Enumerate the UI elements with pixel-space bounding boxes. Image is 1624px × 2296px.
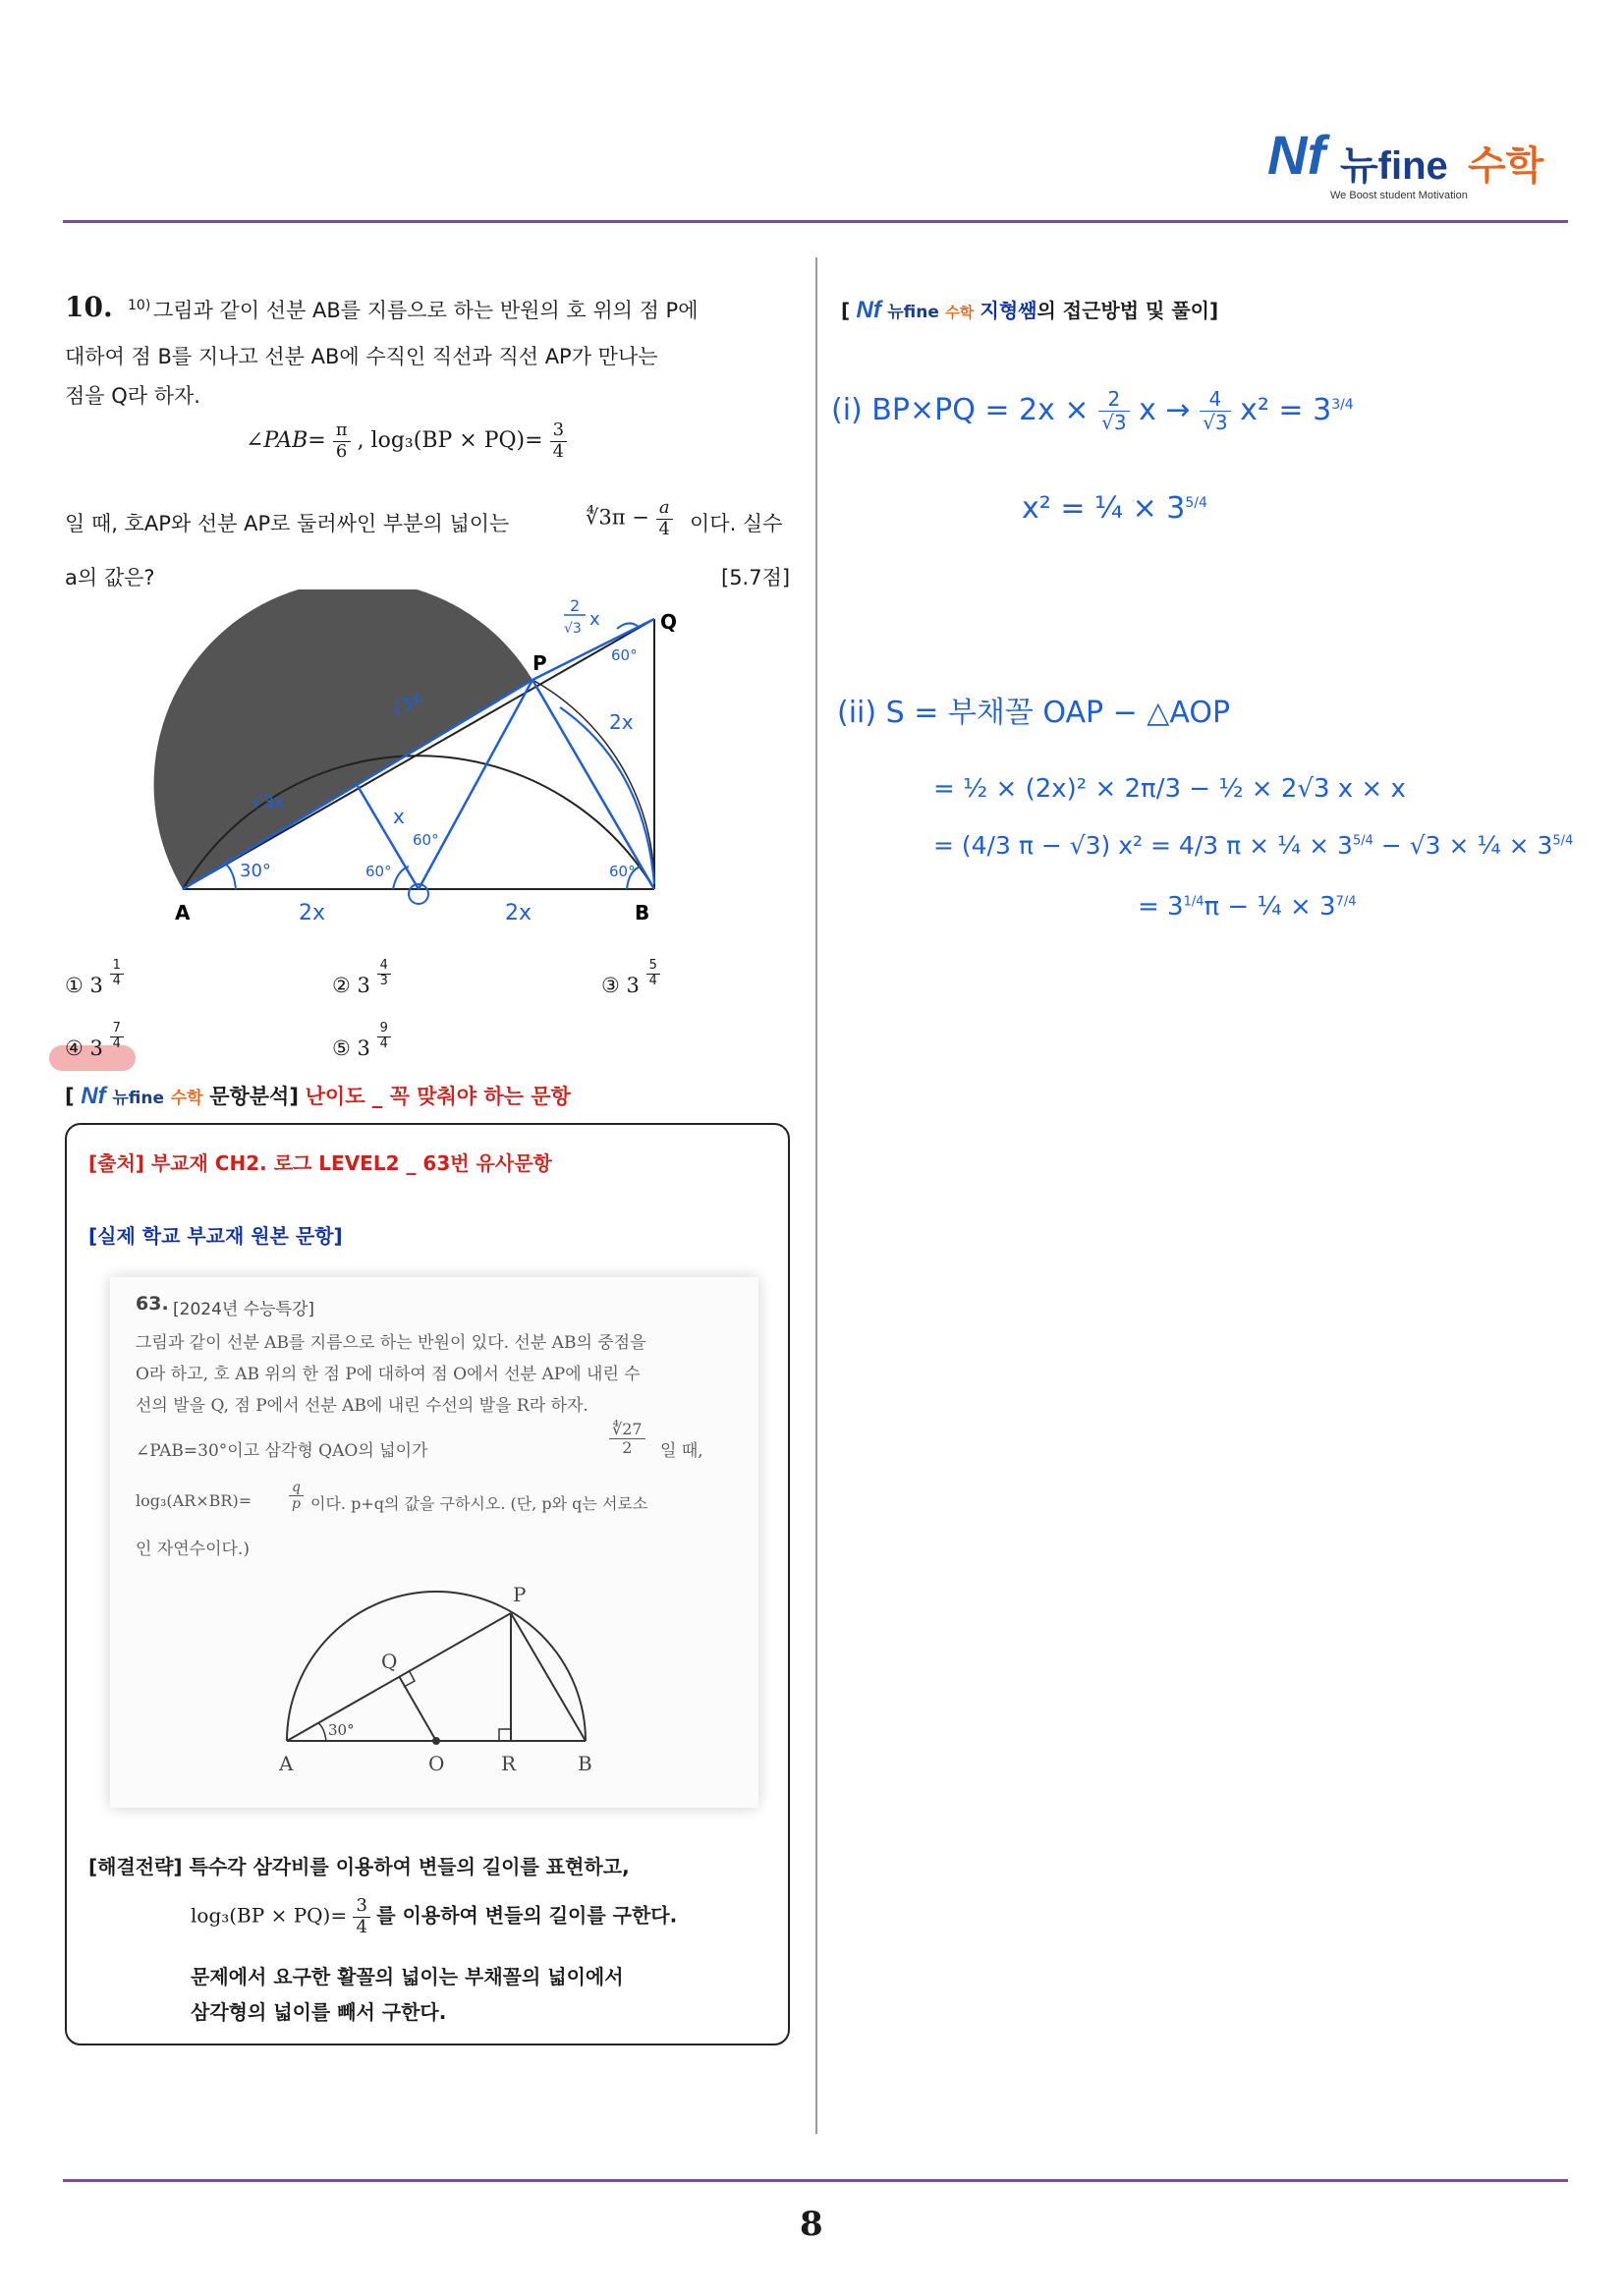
step1-a: BP×PQ = 2x × [871,393,1090,427]
area-num: a [656,498,673,520]
step1-c: x² = 3 [1240,393,1332,427]
problem-condition [246,420,567,462]
condition-pi: π [333,420,351,442]
condition-num: 3 [550,420,567,442]
arc-pb-blue [560,707,654,884]
analysis-logo-mark: Nf [81,1083,106,1109]
original-label-a: A [279,1752,294,1775]
solution-logo-brand: 뉴fine [887,303,939,322]
original-figure [265,1572,609,1788]
step1-frac2 [1200,388,1230,434]
original-line-1: 그림과 같이 선분 AB를 지름으로 하는 반원이 있다. 선분 AB의 중점을 [136,1333,646,1353]
strategy-line-3: 문제에서 요구한 활꼴의 넓이는 부채꼴의 넓이에서 [191,1965,624,1988]
step1-b: x → [1139,393,1191,427]
problem-line-2: 대하여 점 B를 지나고 선분 AB에 수직인 직선과 직선 AP가 만나는 [65,345,658,368]
step2-line3-text: = (4/3 π − √3) x² = 4/3 π × ¼ × 3 [933,831,1353,860]
label-a: A [175,901,191,924]
label-pq-num: 2 [570,596,581,615]
label-pq-var: x [589,609,600,630]
choice-3-num: 5 [646,959,660,975]
step2-label: (ii) [837,696,877,730]
label-angle-b: 60° [609,863,636,880]
original-number: 63. [136,1293,169,1315]
choice-1-den: 4 [112,973,121,988]
choice-3-base: 3 [626,973,640,997]
original-label-q: Q [381,1650,398,1673]
area-fraction [656,498,673,539]
top-rule [63,220,1568,223]
step2-line3-exp: 5/4 [1352,833,1373,849]
step2-line3-exp2: 5/4 [1552,833,1574,849]
label-op: x [393,805,405,828]
step2-line1 [837,688,1230,731]
choice-4[interactable] [65,1022,124,1060]
step2-line4-exp2: 7/4 [1335,894,1357,910]
label-angle-o2: 60° [413,831,439,849]
area-expr: ∜3π − [586,505,649,530]
step2-line2: = ½ × (2x)² × 2π/3 − ½ × 2√3 x × x [933,774,1406,804]
condition-log: , log₃(BP × PQ)= [357,428,543,454]
choice-4-number: ④ [65,1036,84,1060]
label-b: B [635,901,650,924]
choice-5-number: ⑤ [332,1036,351,1060]
analysis-header [65,1081,571,1110]
condition-den: 4 [552,440,565,462]
choice-5-den: 4 [379,1036,388,1051]
problem-line-3: 점을 Q라 하자. [65,384,200,408]
label-angle-o1: 60° [365,863,392,880]
original-label-p: P [513,1583,527,1606]
line-pb-blue [532,680,654,889]
step1-frac [1098,388,1129,434]
step1-frac2-den: √3 [1203,411,1228,434]
step1-label: (i) [831,393,863,427]
original-line-3: 선의 발을 Q, 점 P에서 선분 AB에 내린 수선의 발을 R라 하자. [136,1396,588,1416]
original-label-angle: 30° [328,1721,355,1739]
step2-line4-b: π − ¼ × 3 [1204,892,1336,922]
logo [1267,123,1562,201]
original-arc [287,1592,586,1741]
analysis-source: [출처] 부교재 CH2. 로그 LEVEL2 _ 63번 유사문항 [88,1151,552,1175]
strategy-label: [해결전략] [88,1855,183,1878]
problem-number: 10. [65,291,113,323]
solution-logo-mark: Nf [856,297,881,323]
analysis-label: 문항분석] [209,1085,299,1108]
original-point-o [432,1737,440,1745]
choice-4-num: 7 [110,1022,124,1037]
original-line4-fraction [609,1421,645,1458]
choice-5-exp [377,1022,391,1052]
original-right-angle-r [499,1729,511,1741]
original-pb [511,1613,586,1741]
column-divider [815,257,817,2134]
original-line-5b: 이다. p+q의 값을 구하시오. (단, p와 q는 서로소 [310,1494,648,1513]
step2-line4-text: = 3 [1138,892,1184,922]
choice-3-exp [646,959,660,989]
step2-line4 [1138,892,1356,922]
bottom-rule [63,2179,1568,2182]
step2-line4-exp: 1/4 [1183,894,1204,910]
step2-line3-b: − √3 × ¼ × 3 [1372,831,1553,860]
label-ap-upper: √3x [387,687,426,722]
problem-points: [5.7점] [721,566,791,589]
solution-bracket-open: [ [841,299,851,322]
label-pq-den: √3 [564,621,582,637]
original-line-6: 인 자연수이다.) [136,1540,250,1559]
original-label-o: O [428,1752,445,1775]
step1-frac-den: √3 [1101,411,1127,434]
original-line-4b: 일 때, [660,1441,703,1461]
strategy-text-2: 를 이용하여 변들의 길이를 구한다. [376,1903,678,1928]
condition-six: 6 [335,440,348,462]
logo-tagline: We Boost student Motivation [1330,190,1468,201]
bracket-open: [ [65,1085,75,1108]
original-line5-den: p [292,1496,301,1513]
solution-header [841,295,1218,324]
choice-1-number: ① [65,973,84,997]
choice-2[interactable] [332,959,391,997]
choice-4-exp [110,1022,124,1052]
choice-3-number: ③ [601,973,620,997]
step1-line2-text: x² = ¼ × 3 [1022,491,1186,526]
original-line5-num: q [289,1480,304,1496]
condition-fraction-pi [333,420,351,462]
page-number: 8 [800,2205,823,2244]
choice-1-num: 1 [110,959,124,975]
original-line4-num: ∜27 [609,1421,645,1439]
original-tag: [2024년 수능특강] [173,1300,315,1319]
choice-2-base: 3 [357,973,370,997]
choice-5-num: 9 [377,1022,391,1037]
problem-footnote: 10) [128,298,151,313]
choice-3[interactable] [601,959,660,997]
problem-line-5: a의 값은? [65,566,155,589]
solution-teacher: 지형쌤 [980,299,1037,322]
strategy-line-2 [191,1896,677,1937]
choice-5[interactable] [332,1022,391,1060]
choice-5-base: 3 [357,1036,370,1060]
choice-1-base: 3 [89,973,103,997]
step1-line2 [1022,491,1207,526]
strategy-num: 3 [353,1896,369,1918]
choice-4-den: 4 [112,1036,121,1051]
choice-2-exp [377,959,391,989]
label-pb: 2x [609,710,634,734]
step2-line3 [933,831,1573,860]
choice-1-exp [110,959,124,989]
logo-mark: Nf [1267,124,1326,186]
solution-logo-suffix: 수학 [945,304,975,321]
condition-fraction [550,420,567,462]
label-ap-lower: √3x [252,792,285,812]
original-angle-arc [318,1723,326,1741]
condition-angle: ∠PAB= [246,428,326,454]
original-line4-den: 2 [622,1438,633,1458]
problem-area-expr [586,498,673,539]
step1-exp: 3/4 [1331,397,1354,413]
strategy-log: log₃(BP × PQ)= [191,1903,348,1928]
strategy-den: 4 [356,1916,367,1937]
choice-3-den: 4 [648,973,657,988]
strategy-fraction [353,1896,369,1937]
analysis-logo-brand: 뉴fine [112,1089,164,1108]
original-label-r: R [501,1752,517,1775]
problem-figure [147,589,698,933]
choice-2-number: ② [332,973,351,997]
area-den: 4 [658,518,670,539]
original-line-2: O라 하고, 호 AB 위의 한 점 P에 대하여 점 O에서 선분 AP에 내린 수 [136,1365,641,1384]
strategy-line-1 [88,1851,630,1879]
angle-a-arc [224,863,236,889]
analysis-level: 난이도 _ 꼭 맞춰야 하는 문항 [305,1085,571,1108]
original-line-5a: log₃(AR×BR)= [136,1491,252,1510]
choice-1[interactable] [65,959,124,997]
choice-2-num: 4 [377,959,391,975]
label-ob: 2x [505,901,532,925]
label-ao: 2x [299,901,326,925]
step2-a: S = 부채꼴 OAP − △AOP [885,696,1231,730]
original-line5-fraction [289,1480,304,1512]
shaded-segment [154,589,532,889]
solution-header-rest: 의 접근방법 및 풀이] [1036,299,1219,322]
logo-suffix: 수학 [1468,143,1544,189]
label-angle-q: 60° [611,646,638,664]
problem-line-4b: 이다. 실수 [690,512,783,535]
problem-line-1: 그림과 같이 선분 AB를 지름으로 하는 반원의 호 위의 점 P에 [153,299,699,322]
choice-4-base: 3 [89,1036,103,1060]
strategy-text-1: 특수각 삼각비를 이용하여 변들의 길이를 표현하고, [189,1855,630,1878]
analysis-logo-suffix: 수학 [170,1089,203,1108]
analysis-original-title: [실제 학교 부교재 원본 문항] [88,1224,343,1248]
step1-frac2-num: 4 [1200,388,1230,412]
problem-line-4a: 일 때, 호AP와 선분 AP로 둘러싸인 부분의 넓이는 [65,512,510,535]
step1-line1 [831,388,1354,434]
step1-frac-num: 2 [1098,388,1129,412]
original-label-b: B [578,1752,592,1775]
logo-brand: 뉴fine [1340,144,1448,188]
choice-2-den: 3 [379,973,388,988]
strategy-line-4: 삼각형의 넓이를 빼서 구한다. [191,2000,447,2024]
label-q: Q [660,610,678,634]
label-p: P [532,651,547,675]
original-line-4a: ∠PAB=30°이고 삼각형 QAO의 넓이가 [136,1441,428,1461]
step1-line2-exp: 5/4 [1185,495,1207,511]
label-angle-a: 30° [240,861,271,881]
